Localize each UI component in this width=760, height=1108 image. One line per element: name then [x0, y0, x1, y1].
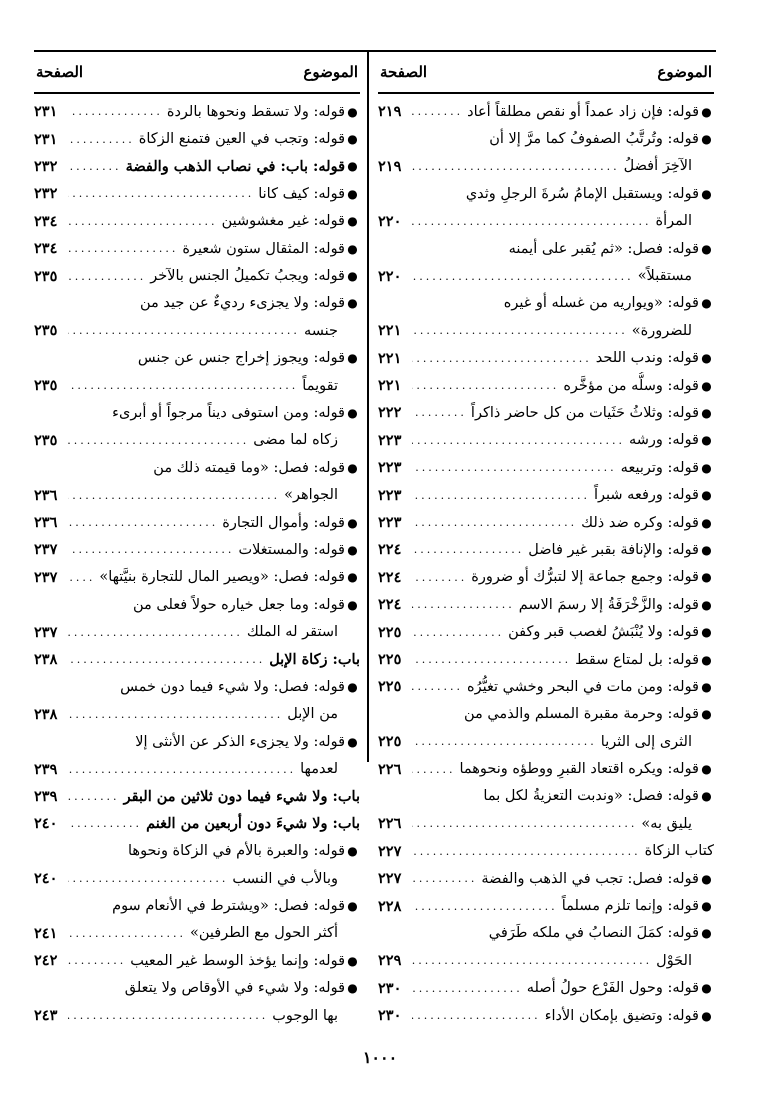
index-entry [378, 262, 714, 289]
index-entry [378, 755, 714, 782]
entry-page-number: ٢٢١ [378, 377, 402, 395]
bullet-icon: ● [701, 515, 712, 530]
index-entry [34, 783, 360, 810]
entry-topic: أكثر الحول مع الطرفين» [189, 925, 338, 942]
leader-dots [68, 242, 182, 255]
index-entry [378, 728, 714, 755]
leader-dots [68, 927, 190, 940]
entry-page-number: ٢١٩ [378, 103, 402, 121]
leader-dots [412, 680, 467, 693]
index-entry [34, 892, 360, 919]
leader-dots [412, 626, 508, 639]
entry-topic: قوله: غير مغشوشين [221, 213, 345, 230]
index-entry [34, 153, 360, 180]
entry-topic: كتاب الزكاة [644, 843, 714, 860]
index-entry [378, 920, 714, 947]
index-entry [34, 564, 360, 591]
index-entry [378, 98, 714, 125]
entry-page-number: ٢٢٧ [378, 842, 402, 860]
entry-topic: قوله: وسلُّه من مؤخَّره [563, 377, 699, 394]
entry-page-number: ٢٣٩ [34, 760, 58, 778]
entry-topic: باب: زكاة الإبل [269, 651, 360, 668]
index-entry [378, 290, 714, 317]
leader-dots [412, 954, 656, 967]
index-entry [34, 920, 360, 947]
entry-topic: قوله: ويستقبل الإمامُ سُرةَ الرجلِ وثدي [465, 185, 699, 202]
bullet-icon: ● [701, 241, 712, 256]
leader-dots [68, 434, 253, 447]
entry-topic: المرأة [655, 213, 692, 230]
leader-dots [412, 872, 481, 885]
entry-page-number: ٢٢٣ [378, 514, 402, 532]
leader-dots [412, 571, 471, 584]
left-column-entries [34, 94, 360, 1029]
entry-page-number: ٢٢٥ [378, 678, 402, 696]
entry-page-number: ٢٢٣ [378, 431, 402, 449]
entry-topic: قوله: وحرمة مقبرة المسلم والذمي من [463, 706, 699, 723]
entry-topic: تقويماً [302, 377, 338, 394]
index-entry [34, 235, 360, 262]
entry-page-number: ٢٢١ [378, 322, 402, 340]
leader-dots [68, 133, 139, 146]
column-divider [367, 50, 369, 762]
bullet-icon: ● [701, 926, 712, 941]
entry-topic: قوله: وندب اللحد [595, 350, 699, 367]
index-entry [378, 1002, 714, 1029]
bullet-icon: ● [701, 679, 712, 694]
index-entry [34, 975, 360, 1002]
index-entry [34, 317, 360, 344]
bullet-icon: ● [701, 625, 712, 640]
entry-topic: من الإبل [287, 706, 338, 723]
entry-page-number: ٢٢٨ [378, 897, 402, 915]
entry-topic: قوله: وثلاثُ حَثَيات من كل حاضر ذاكراً [470, 404, 699, 421]
entry-page-number: ٢٣٥ [34, 431, 58, 449]
entry-topic: الحَوْل [656, 952, 692, 969]
entry-topic: قوله: والزَّخْرَفَةُ إلا رسمَ الاسم [518, 596, 699, 613]
entry-topic: قوله: ويجبُ تكميلُ الجنس بالآخر [150, 268, 345, 285]
page-number: ١٠٠٠ [362, 1048, 398, 1067]
entry-topic: الآخِرَ أفضلُ [623, 158, 692, 175]
leader-dots [412, 379, 563, 392]
index-entry [378, 536, 714, 563]
index-entry [378, 481, 714, 508]
entry-topic: قوله: فصل: «ويصير المال للتجارة بنيَّتها» [99, 569, 345, 586]
leader-dots [68, 653, 269, 666]
index-entry [378, 427, 714, 454]
index-entry [34, 208, 360, 235]
leader-dots [68, 790, 124, 803]
entry-topic: قوله: ولا يُنْبَشُ لغصب قبر وكفن [508, 624, 699, 641]
index-entry [34, 454, 360, 481]
entry-page-number: ٢٢٠ [378, 267, 402, 285]
entry-page-number: ٢٣٥ [34, 377, 58, 395]
index-entry [378, 975, 714, 1002]
leader-dots [68, 571, 99, 584]
entry-topic: قوله: ولا يجزىء رديءٌ عن جيد من [139, 295, 345, 312]
entry-topic: زكاه لما مضى [253, 432, 338, 449]
index-entry [378, 810, 714, 837]
leader-dots [68, 817, 146, 830]
bullet-icon: ● [347, 351, 358, 366]
entry-page-number: ٢٤١ [34, 924, 58, 942]
entry-topic: قوله: والإنافة بقبر غير فاضل [528, 541, 699, 558]
entry-page-number: ٢٢٦ [378, 760, 402, 778]
entry-topic: قوله: ويجوز إخراج جنس عن جنس [137, 350, 345, 367]
leader-dots [412, 352, 596, 365]
index-entry [378, 618, 714, 645]
leader-dots [412, 1009, 545, 1022]
index-entry [34, 536, 360, 563]
index-entry [378, 180, 714, 207]
entry-topic: قوله: ويكره اقتعاد القبرِ ووطؤه ونحوهما [459, 761, 699, 778]
index-entry [34, 399, 360, 426]
leader-dots [412, 763, 459, 776]
entry-topic: يليق به» [641, 815, 692, 832]
bullet-icon: ● [701, 570, 712, 585]
index-entry [34, 618, 360, 645]
index-entry [378, 673, 714, 700]
bullet-icon: ● [347, 953, 358, 968]
bullet-icon: ● [701, 981, 712, 996]
entry-page-number: ٢٤٠ [34, 815, 58, 833]
leader-dots [68, 160, 126, 173]
left-column-header [34, 52, 360, 94]
bullet-icon: ● [347, 296, 358, 311]
entry-topic: استقر له الملك [246, 624, 338, 641]
leader-dots [412, 160, 624, 173]
leader-dots [412, 105, 467, 118]
index-entry [378, 208, 714, 235]
leader-dots [68, 708, 287, 721]
bullet-icon: ● [701, 378, 712, 393]
index-entry [34, 372, 360, 399]
index-entry [34, 262, 360, 289]
bullet-icon: ● [701, 186, 712, 201]
index-entry [34, 838, 360, 865]
entry-page-number: ٢٣٧ [34, 623, 58, 641]
index-entry [378, 865, 714, 892]
entry-page-number: ٢٣٥ [34, 267, 58, 285]
entry-topic: قوله: والمستغلات [238, 541, 345, 558]
leader-dots [412, 406, 471, 419]
entry-topic: قوله: ولا يجزىء الذكر عن الأنثى إلا [135, 733, 345, 750]
bullet-icon: ● [701, 542, 712, 557]
entry-page-number: ٢٢٦ [378, 815, 402, 833]
index-entry [378, 509, 714, 536]
bullet-icon: ● [701, 899, 712, 914]
entry-page-number: ٢٢١ [378, 349, 402, 367]
leader-dots [412, 543, 528, 556]
entry-topic: مستقبلاً» [637, 268, 692, 285]
entry-page-number: ٢٢٣ [378, 486, 402, 504]
index-entry [378, 125, 714, 152]
topic-header: الموضوع [657, 63, 712, 81]
bullet-icon: ● [347, 844, 358, 859]
entry-page-number: ٢٢٧ [378, 870, 402, 888]
bullet-icon: ● [701, 707, 712, 722]
index-entry [378, 646, 714, 673]
bullet-icon: ● [701, 652, 712, 667]
bullet-icon: ● [701, 405, 712, 420]
leader-dots [412, 215, 656, 228]
leader-dots [412, 598, 519, 611]
entry-page-number: ٢٤٣ [34, 1007, 58, 1025]
entry-topic: قوله: «ويواريه من غسله أو غيره [503, 295, 699, 312]
index-entry [34, 755, 360, 782]
entry-topic: قوله: والعبرة بالأم في الزكاة ونحوها [128, 843, 345, 860]
entry-page-number: ٢٣٢ [34, 185, 58, 203]
entry-topic: بها الوجوب [272, 1007, 338, 1024]
bullet-icon: ● [347, 597, 358, 612]
bullet-icon: ● [701, 789, 712, 804]
leader-dots [412, 270, 638, 283]
leader-dots [412, 735, 601, 748]
entry-page-number: ٢٣٠ [378, 979, 402, 997]
entry-topic: قوله: وجمع جماعة إلا لتبرُّك أو ضرورة [471, 569, 699, 586]
entry-topic: قوله: ولا تسقط ونحوها بالردة [166, 103, 345, 120]
index-entry [378, 564, 714, 591]
entry-page-number: ٢٣٤ [34, 212, 58, 230]
index-entry [378, 235, 714, 262]
entry-topic: قوله: وأموال التجارة [222, 514, 345, 531]
entry-topic: قوله: المثقال ستون شعيرة [182, 240, 345, 257]
index-entry [378, 345, 714, 372]
entry-topic: قوله: ومن استوفى ديناً مرجواً أو أبرىء [112, 404, 345, 421]
entry-page-number: ٢٣٧ [34, 568, 58, 586]
entry-page-number: ٢٣٠ [378, 1007, 402, 1025]
index-entry [34, 427, 360, 454]
leader-dots [68, 270, 150, 283]
entry-topic: قوله: وتربيعه [620, 459, 699, 476]
entry-topic: قوله: كيف كانا [258, 185, 345, 202]
entry-page-number: ٢٣٨ [34, 651, 58, 668]
entry-page-number: ٢٢٤ [378, 541, 402, 559]
bullet-icon: ● [347, 269, 358, 284]
entry-topic: قوله: فصل: ولا شيء فيما دون خمس [120, 678, 345, 695]
leader-dots [68, 324, 304, 337]
index-entry [34, 810, 360, 837]
bullet-icon: ● [347, 679, 358, 694]
bullet-icon: ● [347, 899, 358, 914]
leader-dots [68, 215, 222, 228]
bullet-icon: ● [347, 460, 358, 475]
entry-page-number: ٢٣٦ [34, 486, 58, 504]
entry-topic: باب: ولا شيء فيما دون ثلاثين من البقر [123, 787, 360, 805]
leader-dots [412, 489, 594, 502]
entry-page-number: ٢٣٩ [34, 787, 58, 805]
leader-dots [68, 187, 258, 200]
entry-topic: الثرى إلى الثريا [600, 733, 692, 750]
entry-topic: قوله: فصل: «ثم يُقبر على أيمنه [508, 240, 699, 257]
entry-page-number: ٢٣٤ [34, 240, 58, 258]
bullet-icon: ● [347, 405, 358, 420]
bullet-icon: ● [347, 981, 358, 996]
entry-page-number: ٢٢٩ [378, 952, 402, 970]
leader-dots [68, 105, 167, 118]
entry-page-number: ٢٢٤ [378, 568, 402, 586]
entry-topic: قوله: باب: في نصاب الذهب والفضة [125, 157, 345, 175]
bullet-icon: ● [347, 214, 358, 229]
index-entry [34, 180, 360, 207]
index-entry [378, 454, 714, 481]
bullet-icon: ● [347, 159, 358, 174]
page-header: الصفحة [36, 63, 84, 81]
bullet-icon: ● [701, 132, 712, 147]
index-entry [34, 345, 360, 372]
entry-topic: قوله: ومن مات في البحر وخشي تغيُّرُه [467, 678, 699, 695]
entry-topic: قوله: وكره ضد ذلك [581, 514, 699, 531]
entry-topic: لعدمها [300, 761, 338, 778]
left-column [34, 52, 360, 1029]
entry-topic: باب: ولا شيءَ دون أربعين من الغنم [146, 815, 360, 833]
topic-header: الموضوع [303, 63, 358, 81]
entry-topic: قوله: وتضيق بإمكان الأداء [544, 1007, 699, 1024]
index-entry [378, 591, 714, 618]
entry-page-number: ٢٣٥ [34, 322, 58, 340]
index-entry [34, 591, 360, 618]
entry-topic: الجواهر» [284, 487, 338, 504]
entry-topic: قوله: بل لمتاع سقط [575, 651, 699, 668]
leader-dots [68, 954, 130, 967]
leader-dots [412, 434, 629, 447]
bullet-icon: ● [701, 433, 712, 448]
entry-page-number: ٢٤٢ [34, 952, 58, 970]
bullet-icon: ● [701, 488, 712, 503]
entry-page-number: ٢٣٨ [34, 705, 58, 723]
index-entry [34, 481, 360, 508]
index-entry [378, 783, 714, 810]
entry-page-number: ٢٣٧ [34, 541, 58, 559]
index-entry [34, 728, 360, 755]
entry-page-number: ٢٣٦ [34, 514, 58, 532]
entry-topic: قوله: وتجب في العين فتمنع الزكاة [138, 131, 345, 148]
index-entry [378, 838, 714, 865]
bullet-icon: ● [701, 871, 712, 886]
bullet-icon: ● [701, 1008, 712, 1023]
page-header: الصفحة [380, 63, 428, 81]
entry-topic: قوله: وما جعل خياره حولاً فعلى من [133, 596, 345, 613]
entry-topic: قوله: وإنما يؤخذ الوسط غير المعيب [130, 952, 345, 969]
entry-topic: قوله: فصل: «وما قيمته ذلك من [153, 459, 345, 476]
bullet-icon: ● [701, 597, 712, 612]
bullet-icon: ● [347, 241, 358, 256]
entry-topic: قوله: وتُرتَّبُ الصفوفُ كما مرَّ إلا أن [489, 131, 699, 148]
leader-dots [412, 653, 575, 666]
index-entry [378, 701, 714, 728]
leader-dots [68, 543, 238, 556]
index-entry [378, 892, 714, 919]
bullet-icon: ● [347, 104, 358, 119]
leader-dots [412, 516, 581, 529]
entry-page-number: ٢٣٢ [34, 157, 58, 175]
right-column-header [378, 52, 714, 94]
entry-topic: قوله: وإنما تلزم مسلماً [561, 898, 699, 915]
entry-topic: قوله: فصل: «ويشترط في الأنعام سوم [112, 898, 345, 915]
bullet-icon: ● [347, 186, 358, 201]
right-column [378, 52, 714, 1029]
entry-topic: للضرورة» [631, 322, 692, 339]
entry-page-number: ٢٢٥ [378, 733, 402, 751]
bullet-icon: ● [347, 542, 358, 557]
entry-topic: قوله: وحول الفَرْع حولُ أصله [526, 980, 699, 997]
leader-dots [68, 763, 300, 776]
leader-dots [68, 1009, 272, 1022]
bullet-icon: ● [347, 132, 358, 147]
entry-page-number: ٢٣١ [34, 103, 58, 121]
right-column-entries [378, 94, 714, 1029]
entry-topic: وبالأب في النسب [232, 870, 338, 887]
leader-dots [412, 461, 621, 474]
index-entry [378, 947, 714, 974]
index-entry [34, 98, 360, 125]
entry-page-number: ٢٢٣ [378, 459, 402, 477]
index-entry [34, 865, 360, 892]
entry-topic: جنسه [303, 322, 338, 339]
entry-topic: قوله: فإن زاد عمداً أو نقص مطلقاً أعاد [467, 103, 699, 120]
bullet-icon: ● [701, 762, 712, 777]
bullet-icon: ● [701, 351, 712, 366]
leader-dots [412, 324, 632, 337]
entry-page-number: ٢٢٤ [378, 596, 402, 614]
leader-dots [68, 872, 232, 885]
index-entry [378, 399, 714, 426]
entry-page-number: ٢٢٠ [378, 212, 402, 230]
leader-dots [412, 817, 641, 830]
entry-page-number: ٢٣١ [34, 130, 58, 148]
index-entry [34, 673, 360, 700]
index-entry [34, 125, 360, 152]
entry-page-number: ٢٤٠ [34, 870, 58, 888]
entry-page-number: ٢٢٥ [378, 651, 402, 668]
bullet-icon: ● [347, 515, 358, 530]
entry-topic: قوله: ورشه [628, 432, 699, 449]
index-entry [378, 153, 714, 180]
entry-topic: قوله: ورفعه شبراً [594, 487, 699, 504]
index-entry [378, 317, 714, 344]
bullet-icon: ● [701, 104, 712, 119]
index-entry [34, 701, 360, 728]
leader-dots [68, 626, 247, 639]
entry-topic: قوله: فصل: تجب في الذهب والفضة [481, 870, 699, 887]
entry-page-number: ٢٢٥ [378, 623, 402, 641]
index-entry [34, 290, 360, 317]
bullet-icon: ● [347, 570, 358, 585]
leader-dots [68, 379, 302, 392]
index-entry [34, 509, 360, 536]
bullet-icon: ● [347, 734, 358, 749]
leader-dots [412, 845, 645, 858]
entry-topic: قوله: كمَلَ النصابُ في ملكه طَرَفي [488, 925, 699, 942]
bullet-icon: ● [701, 460, 712, 475]
entry-topic: قوله: فصل: «وندبت التعزيةُ لكل بما [483, 788, 699, 805]
index-entry [34, 646, 360, 673]
index-entry [34, 947, 360, 974]
index-entry [378, 372, 714, 399]
leader-dots [412, 982, 527, 995]
leader-dots [68, 516, 222, 529]
entry-topic: قوله: ولا شيء في الأوقاص ولا يتعلق [124, 980, 345, 997]
entry-page-number: ٢١٩ [378, 157, 402, 175]
leader-dots [412, 900, 562, 913]
entry-page-number: ٢٢٢ [378, 404, 402, 422]
index-entry [34, 1002, 360, 1029]
leader-dots [68, 489, 284, 502]
bullet-icon: ● [701, 296, 712, 311]
